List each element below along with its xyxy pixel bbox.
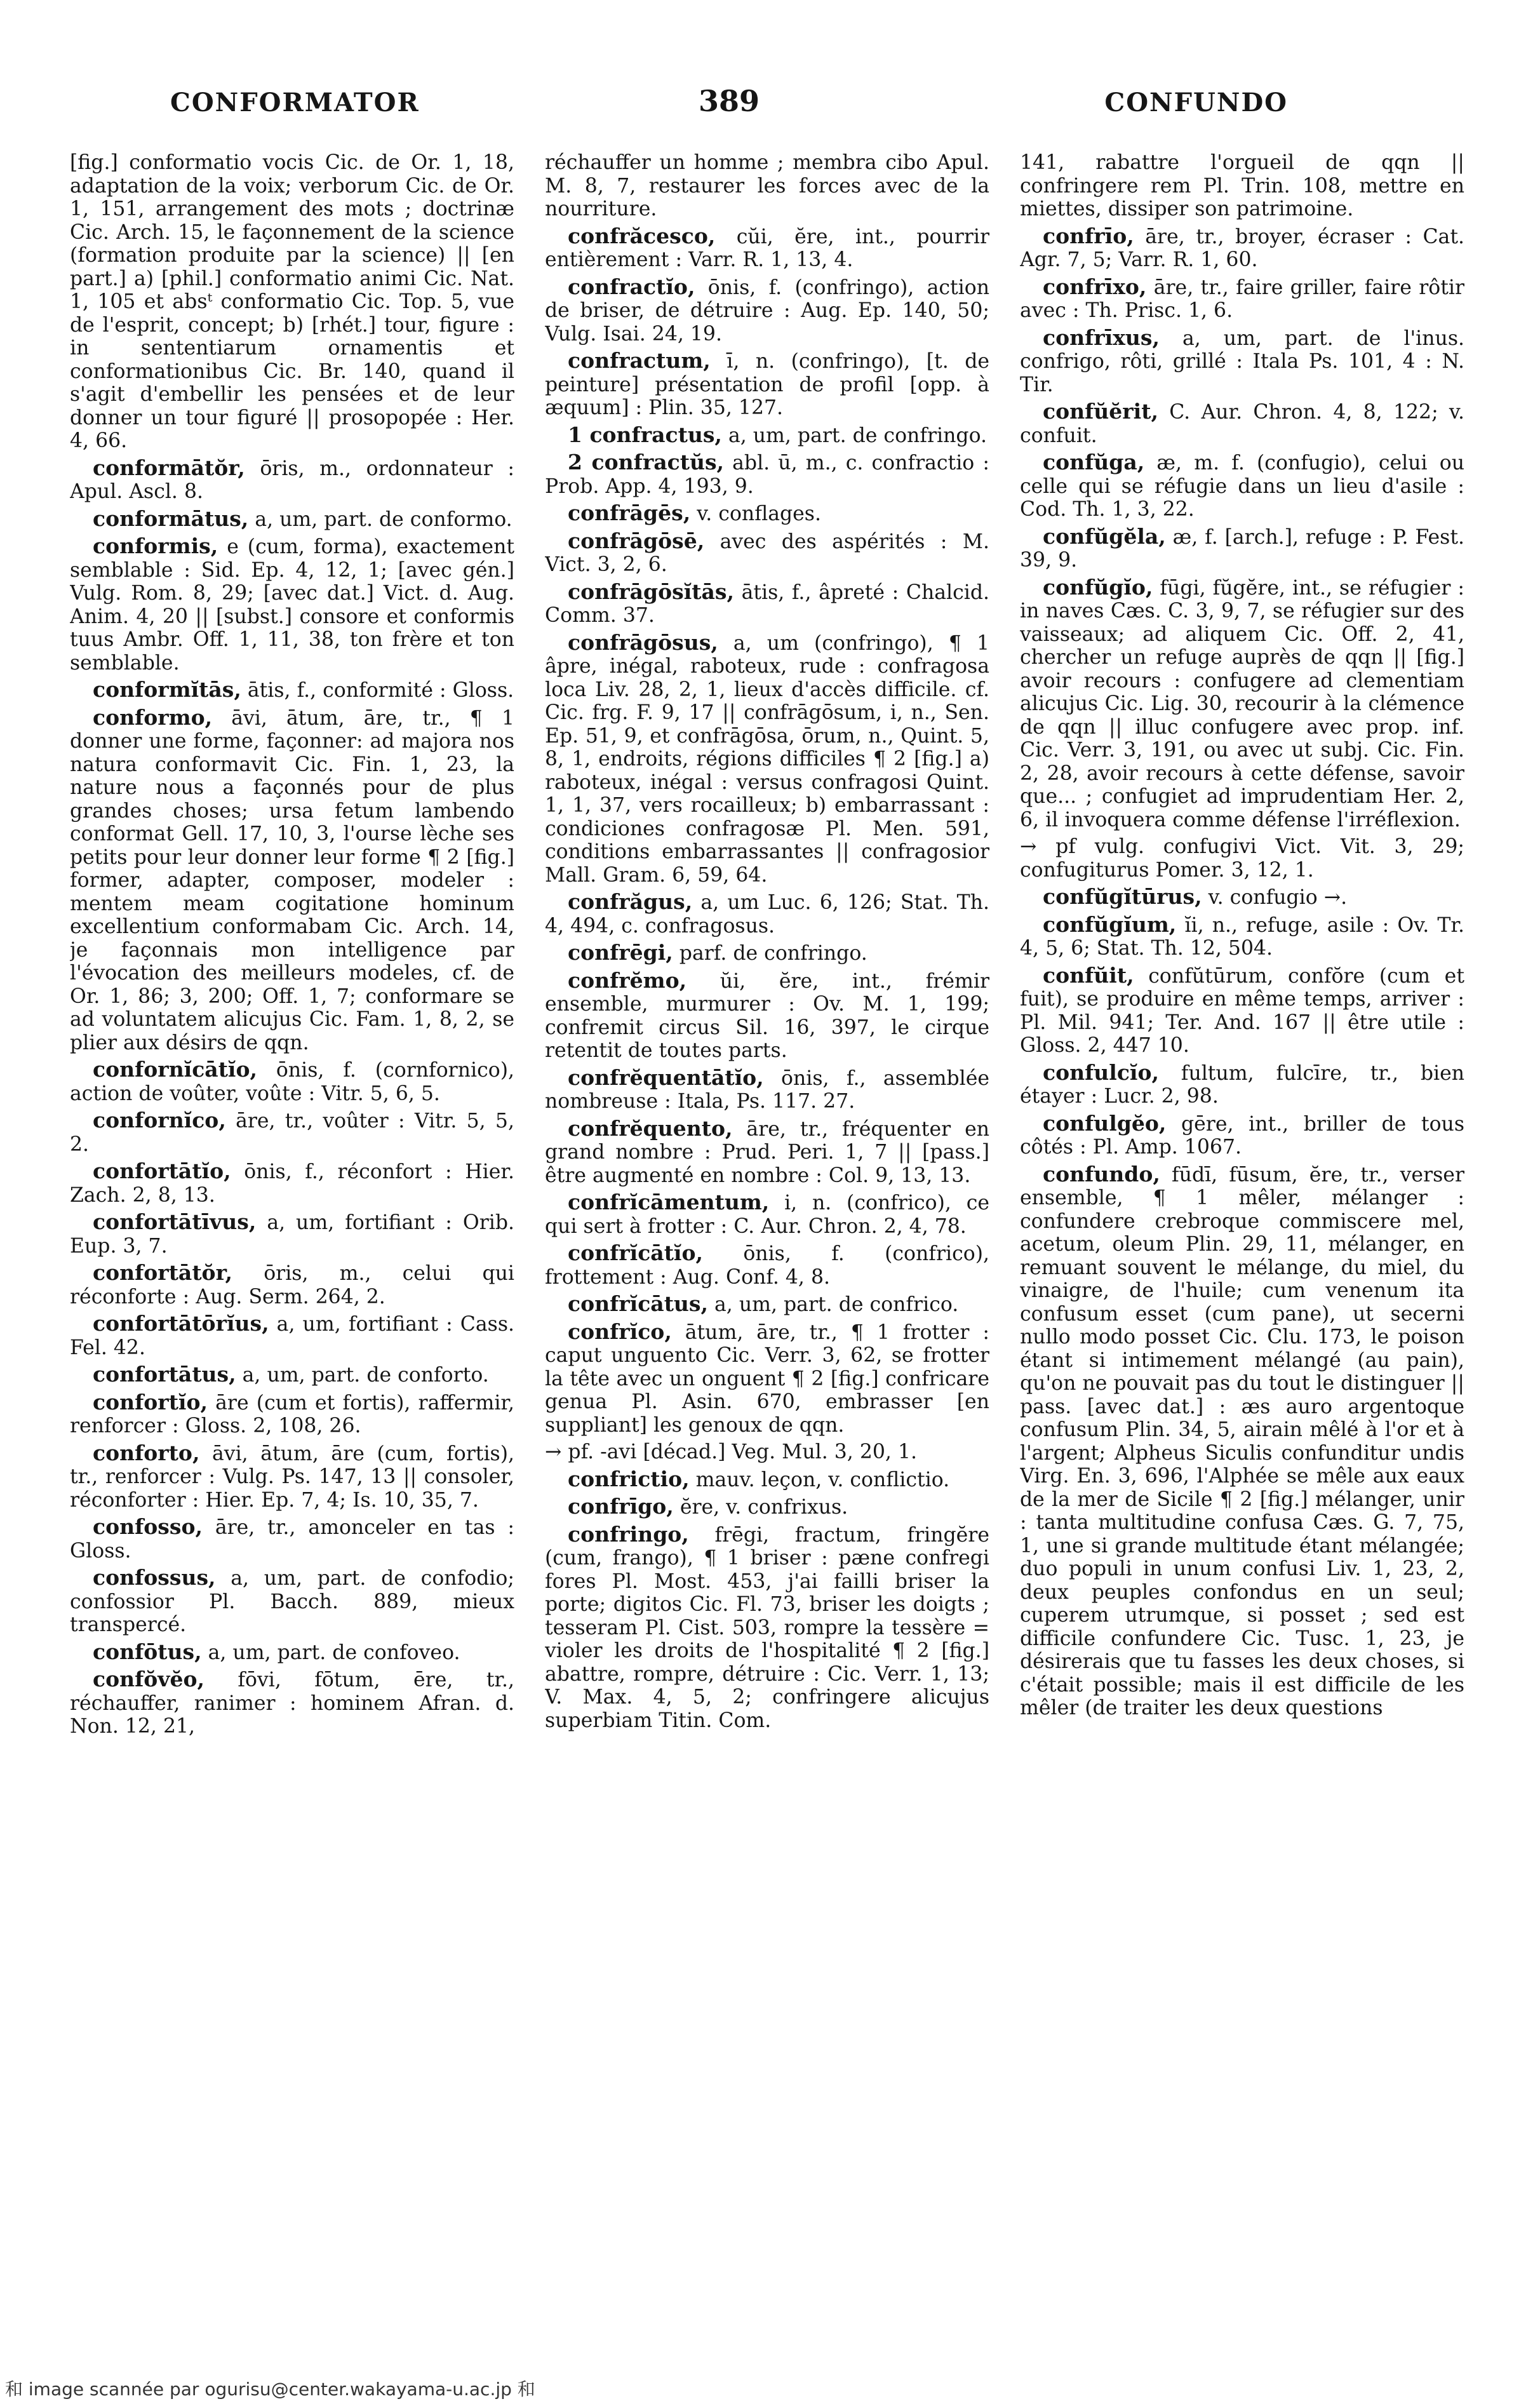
- dictionary-entry: [1020, 400, 1464, 447]
- entry-text: → pf vulg. confugivi Vict. Vit. 3, 29; confugiturus Pomer. 3, 12, 1.: [1020, 835, 1464, 882]
- entry-headword: confŭit,: [1043, 962, 1134, 988]
- dictionary-entry: [70, 1516, 514, 1563]
- dictionary-entry: [70, 1312, 514, 1359]
- dictionary-entry: [545, 451, 989, 498]
- dictionary-entry: [545, 631, 989, 887]
- entry-text: āvi, ātum, āre (cum, fortis), tr., renforcer : Vulg. Ps. 147, 13 || consoler, réconforter : Hier. Ep. 7, 4; Is. 10, 35, 7.: [70, 1442, 514, 1512]
- entry-headword: confrăgus,: [568, 889, 693, 914]
- entry-headword: confosso,: [93, 1514, 203, 1539]
- dictionary-entry: [545, 1495, 989, 1519]
- entry-text: āre (cum et fortis), raffermir, renforcer : Gloss. 2, 108, 26.: [70, 1391, 514, 1437]
- entry-text: āre, tr., amonceler en tas : Gloss.: [70, 1516, 514, 1563]
- entry-headword: confŭgĭum,: [1043, 911, 1177, 937]
- entry-text: ĭi, n., refuge, asile : Ov. Tr. 4, 5, 6; Stat. Th. 12, 504.: [1020, 913, 1464, 960]
- entry-text: fōvi, fōtum, ēre, tr., réchauffer, ranimer : hominem Afran. d. Non. 12, 21,: [70, 1669, 514, 1738]
- dictionary-entry: [545, 225, 989, 272]
- entry-text: ātis, f., âpreté : Chalcid. Comm. 37.: [545, 581, 989, 627]
- dictionary-entry: [545, 1441, 989, 1464]
- entry-headword: confrīxus,: [1043, 325, 1160, 350]
- entry-headword: confrĭcāmentum,: [568, 1190, 770, 1214]
- running-head-left: CONFORMATOR: [170, 88, 420, 118]
- dictionary-entry: [545, 1321, 989, 1437]
- entry-headword: conformis,: [93, 534, 218, 558]
- entry-headword: confornĭco,: [93, 1108, 226, 1132]
- entry-headword: conforto,: [93, 1440, 200, 1465]
- entry-headword: confrīo,: [1043, 223, 1134, 248]
- dictionary-entry: [545, 890, 989, 938]
- entry-text: confŭtūrum, confŏre (cum et fuit), se produire en même temps, arriver : Pl. Mil. 941; Ter. And. 167 || être utile : Gloss. 2, 447 10.: [1020, 964, 1464, 1057]
- entry-text: e (cum, forma), exactement semblable : Sid. Ep. 4, 12, 1; [avec gén.] Vulg. Rom. 8, 29; [avec dat.] Vict. d. Aug. Anim. 4, 20 || [subst.] consore et conformis tuus Ambr. Off. 1, 11, 38, ton frère et ton semblable.: [70, 535, 514, 675]
- entry-text: ŭi, ĕre, int., frémir ensemble, murmurer : Ov. M. 1, 199; confremit circus Sil. 16, 397, le cirque retentit de toutes parts.: [545, 969, 989, 1062]
- dictionary-entry: [70, 1363, 514, 1387]
- entry-text: abl. ū, m., c. confractio : Prob. App. 4, 193, 9.: [545, 452, 989, 498]
- column-1: [70, 151, 514, 2323]
- entry-headword: confōtus,: [93, 1639, 202, 1664]
- column-3: [1020, 151, 1464, 2323]
- entry-headword: confrāgēs,: [568, 501, 691, 525]
- dictionary-entry: [545, 1523, 989, 1733]
- entry-text: ōris, m., celui qui réconforte : Aug. Serm. 264, 2.: [70, 1262, 514, 1308]
- entry-headword: confractum,: [568, 348, 711, 373]
- entry-headword: confrīxo,: [1043, 274, 1147, 299]
- entry-text: mauv. leçon, v. conflictio.: [695, 1468, 950, 1491]
- dictionary-entry: [545, 969, 989, 1063]
- dictionary-entry: [545, 581, 989, 628]
- entry-headword: conformo,: [93, 704, 213, 730]
- entry-headword: confortātĭo,: [93, 1159, 231, 1183]
- entry-headword: 2 confractŭs,: [568, 450, 725, 474]
- entry-text: ōnis, f., réconfort : Hier. Zach. 2, 8, 13.: [70, 1160, 514, 1207]
- page-header: [170, 84, 1288, 132]
- entry-text: i, n. (confrico), ce qui sert à frotter : C. Aur. Chron. 2, 4, 78.: [545, 1192, 989, 1238]
- entry-headword: confŏvĕo,: [93, 1667, 204, 1691]
- dictionary-entry: [70, 1109, 514, 1156]
- dictionary-entry: [545, 1242, 989, 1289]
- dictionary-entry: [70, 1211, 514, 1258]
- entry-text: ĕre, v. confrixus.: [680, 1496, 848, 1519]
- dictionary-entry: [70, 507, 514, 532]
- entry-text: a, um, part. de conforto.: [242, 1364, 489, 1387]
- page-number: 389: [698, 84, 760, 118]
- dictionary-entry: [1020, 964, 1464, 1058]
- entry-text: gēre, int., briller de tous côtés : Pl. Amp. 1067.: [1020, 1112, 1464, 1159]
- dictionary-entry: [545, 941, 989, 965]
- entry-headword: confulcĭo,: [1043, 1059, 1159, 1085]
- entry-text: → pf. -avi [décad.] Veg. Mul. 3, 20, 1.: [545, 1441, 917, 1463]
- entry-text: āre, tr., broyer, écraser : Cat. Agr. 7, 5; Varr. R. 1, 60.: [1020, 225, 1464, 271]
- entry-text: æ, m. f. (confugio), celui ou celle qui se réfugie dans un lieu d'asile : Cod. Th. 1, 3, 22.: [1020, 452, 1464, 521]
- dictionary-entry: [545, 530, 989, 577]
- entry-headword: confornĭcātĭo,: [93, 1057, 257, 1082]
- dictionary-entry: [1020, 576, 1464, 832]
- entry-text: ātum, āre, tr., ¶ 1 frotter : caput unguento Cic. Verr. 3, 62, se frotter la tête avec un onguent ¶ 2 [fig.] confricare genua Pl. Asin. 670, embrasser [en suppliant] les genoux de qqn.: [545, 1321, 989, 1437]
- dictionary-entry: [70, 706, 514, 1055]
- entry-text: āre, tr., fréquenter en grand nombre : Prud. Peri. 1, 7 || [pass.] être augmenté en nombre : Col. 9, 13, 13.: [545, 1117, 989, 1187]
- entry-text: réchauffer un homme ; membra cibo Apul. M. 8, 7, restaurer les forces avec de la nourriture.: [545, 151, 989, 220]
- dictionary-entry: [1020, 326, 1464, 397]
- entry-text: ōris, m., ordonnateur : Apul. Ascl. 8.: [70, 457, 514, 503]
- entry-headword: conformātŏr,: [93, 455, 245, 480]
- column-2: [545, 151, 989, 2323]
- entry-text: v. conflages.: [697, 502, 821, 525]
- entry-text: a, um, part. de confoveo.: [208, 1641, 460, 1664]
- dictionary-entry: [1020, 885, 1464, 910]
- entry-text: fultum, fulcīre, tr., bien étayer : Lucr. 2, 98.: [1020, 1061, 1464, 1108]
- entry-headword: confulgĕo,: [1043, 1110, 1167, 1136]
- dictionary-entry: [545, 1191, 989, 1238]
- entry-headword: confortātus,: [93, 1362, 236, 1387]
- entry-headword: confundo,: [1043, 1161, 1160, 1186]
- dictionary-entry: [1020, 276, 1464, 323]
- entry-text: a, um (confringo), ¶ 1 âpre, inégal, raboteux, rude : confragosa loca Liv. 28, 2, 1, lieux d'accès difficile. cf. Cic. frg. F. 9, 17 || confrāgōsum, i, n., Sen. Ep. 51, 9, et confrāgōsa, ōrum, n., Quint. 5, 8, 1, endroits, régions difficiles ¶ 2 [fig.] a) raboteux, inégal : versus confragosi Quint. 1, 1, 37, vers rocailleux; b) embarrassant : condiciones confragosæ Pl. Men. 591, conditions embarrassantes || confragosior Mall. Gram. 6, 59, 64.: [545, 631, 989, 887]
- entry-text: ōnis, f. (confringo), action de briser, de détruire : Aug. Ep. 140, 50; Vulg. Isai. 24, 19.: [545, 276, 989, 346]
- entry-text: a, um, fortifiant : Orib. Eup. 3, 7.: [70, 1211, 514, 1258]
- dictionary-entry: [545, 424, 989, 448]
- entry-text: a, um, fortifiant : Cass. Fel. 42.: [70, 1313, 514, 1359]
- dictionary-entry: [545, 502, 989, 526]
- entry-headword: confrĕmo,: [568, 967, 687, 993]
- entry-text: frēgi, fractum, fringĕre (cum, frango), ¶ 1 briser : pæne confregi fores Pl. Most. 453, j'ai failli briser la porte; digitos Cic. Fl. 73, briser les doigts ; tesseram Pl. Cist. 503, rompre la tessère = violer les droits de l'hospitalité ¶ 2 [fig.] abattre, rompre, détruire : Cic. Verr. 1, 13; V. Max. 4, 5, 2; confringere alicujus superbiam Titin. Com.: [545, 1523, 989, 1732]
- entry-headword: 1 confractus,: [568, 422, 722, 447]
- entry-text: ōnis, f. (cornfornico), action de voûter, voûte : Vitr. 5, 6, 5.: [70, 1059, 514, 1105]
- dictionary-entry: [545, 151, 989, 221]
- entry-headword: confortĭo,: [93, 1389, 208, 1415]
- entry-text: āre, tr., voûter : Vitr. 5, 5, 2.: [70, 1110, 514, 1156]
- entry-text: a, um, part. de confrico.: [714, 1293, 959, 1316]
- entry-text: āre, tr., faire griller, faire rôtir avec : Th. Prisc. 1, 6.: [1020, 276, 1464, 322]
- dictionary-entry: [1020, 1112, 1464, 1159]
- entry-headword: confrīgo,: [568, 1494, 674, 1519]
- entry-headword: confŭgĕla,: [1043, 523, 1166, 549]
- dictionary-entry: [70, 1641, 514, 1665]
- entry-headword: confrictio,: [568, 1466, 690, 1491]
- entry-text: parf. de confringo.: [679, 942, 867, 965]
- dictionary-entry: [1020, 151, 1464, 221]
- entry-text: C. Aur. Chron. 4, 8, 122; v. confuit.: [1020, 401, 1464, 447]
- entry-text: a, um Luc. 6, 126; Stat. Th. 4, 494, c. confragosus.: [545, 891, 989, 938]
- entry-text: fūgi, fŭgĕre, int., se réfugier : in naves Cæs. C. 3, 9, 7, se réfugier sur des vaisseaux; ad aliquem Cic. Off. 2, 41, chercher un refuge auprès de qqn || [fig.] avoir recours : confugere ad clementiam alicujus Cic. Lig. 30, recourir à la clémence de qqn || illuc confugere avec prop. inf. Cic. Verr. 3, 191, ou avec ut subj. Cic. Fin. 2, 28, avoir recours à cette défense, savoir que... ; confugiet ad imprudentiam Her. 2, 6, il invoquera comme défense l'irréflexion.: [1020, 576, 1464, 831]
- running-head-right: CONFUNDO: [1104, 88, 1288, 118]
- entry-headword: confrāgōsē,: [568, 528, 705, 553]
- entry-text: ōnis, f. (confrico), frottement : Aug. Conf. 4, 8.: [545, 1242, 989, 1289]
- dictionary-entry: [545, 349, 989, 420]
- entry-headword: confractĭo,: [568, 274, 695, 299]
- dictionary-entry: [70, 1160, 514, 1207]
- dictionary-entry: [545, 1066, 989, 1113]
- dictionary-entry: [70, 1668, 514, 1738]
- entry-text: 141, rabattre l'orgueil de qqn || confringere rem Pl. Trin. 108, mettre en miettes, dissiper son patrimoine.: [1020, 151, 1464, 220]
- entry-headword: confringo,: [568, 1521, 689, 1547]
- dictionary-entry: [1020, 835, 1464, 882]
- dictionary-entry: [545, 1117, 989, 1188]
- dictionary-entry: [1020, 1163, 1464, 1720]
- entry-text: ātis, f., conformité : Gloss.: [247, 679, 514, 702]
- entry-headword: confrāgōsĭtās,: [568, 579, 734, 604]
- entry-text: cŭi, ĕre, int., pourrir entièrement : Varr. R. 1, 13, 4.: [545, 225, 989, 271]
- entry-headword: confrāgōsus,: [568, 629, 718, 655]
- dictionary-entry: [70, 151, 514, 453]
- entry-headword: confossus,: [93, 1565, 216, 1590]
- entry-text: fūdī, fūsum, ĕre, tr., verser ensemble, ¶ 1 mêler, mélanger : confundere crebroque commiscere mel, acetum, oleum Plin. 29, 11, mélanger, en remuant souvent le mélange, du miel, du vinaigre, de l'huile; cum venenum ita confusum esset (cum pane), ut secerni nullo modo posset Cic. Clu. 173, le poison étant si intimement mélangé (au pain), qu'on ne pouvait pas du tout le distinguer || pass. [avec dat.] : æs auro argentoque confusum Plin. 34, 5, airain mêlé à l'or et à l'argent; Alpheus Siculis confunditur undis Virg. En. 3, 696, l'Alphée se mêle aux eaux de la mer de Sicile ¶ 2 [fig.] mélanger, unir : tanta multitudine confusa Cæs. G. 7, 75, 1, une si grande multitude étant mélangée; duo populi in unum confusi Liv. 1, 23, 2, deux peuples confondus en un seul; cuperem utrumque, si posset ; sed est difficile confundere Cic. Tusc. 1, 23, je désirerais que tu fasses les deux choses, si c'était possible; mais il est difficile de les mêler (de traiter les deux questions: [1020, 1163, 1464, 1719]
- entry-text: [fig.] conformatio vocis Cic. de Or. 1, 18, adaptation de la voix; verborum Cic. de Or. 1, 151, arrangement des mots ; doctrinæ Cic. Arch. 15, le façonnement de la science (formation produite par la science) || [en part.] a) [phil.] conformatio animi Cic. Nat. 1, 105 et absᵗ conformatio Cic. Top. 5, vue de l'esprit, concept; b) [rhét.] tour, figure : in sententiarum ornamentis et conformationibus Cic. Br. 140, quand il s'agit d'embellir les pensées et de leur donner un tour figuré || prosopopée : Her. 4, 66.: [70, 151, 514, 452]
- entry-text: a, um, part. de l'inus. confrigo, rôti, grillé : Itala Ps. 101, 4 : N. Tir.: [1020, 326, 1464, 396]
- dictionary-entry: [70, 1058, 514, 1105]
- entry-text: a, um, part. de confringo.: [728, 424, 987, 447]
- dictionary-entry: [545, 1468, 989, 1492]
- entry-headword: confŭgĭtūrus,: [1043, 884, 1202, 909]
- entry-headword: confrăcesco,: [568, 223, 716, 248]
- entry-headword: confortātŏr,: [93, 1260, 233, 1285]
- entry-headword: confrĭcātus,: [568, 1291, 708, 1316]
- entry-text: ī, n. (confringo), [t. de peinture] présentation de profil [opp. à æquum] : Plin. 35, 127.: [545, 350, 989, 419]
- dictionary-entry: [70, 1261, 514, 1308]
- entry-text: v. confugio →.: [1208, 886, 1348, 909]
- dictionary-entry: [1020, 913, 1464, 960]
- entry-headword: confŭĕrit,: [1043, 399, 1158, 424]
- entry-headword: confrĕquento,: [568, 1115, 733, 1141]
- entry-headword: confrĭco,: [568, 1319, 672, 1344]
- dictionary-entry: [70, 678, 514, 702]
- dictionary-entry: [1020, 1061, 1464, 1108]
- entry-headword: confortātōrĭus,: [93, 1311, 269, 1336]
- dictionary-entry: [1020, 451, 1464, 521]
- entry-text: æ, f. [arch.], refuge : P. Fest. 39, 9.: [1020, 525, 1464, 572]
- entry-text: āvi, ātum, āre, tr., ¶ 1 donner une forme, façonner: ad majora nos natura conformavit Cic. Fin. 1, 23, la nature nous a façonnés pour de plus grandes choses; ursa fetum lambendo conformat Gell. 17, 10, 3, l'ourse lèche ses petits pour leur donner leur forme ¶ 2 [fig.] former, adapter, composer, modeler : mentem meam cogitatione hominum excellentium conformabam Cic. Arch. 14, je façonnais mon intelligence par l'évocation des meilleurs modeles, cf. de Or. 1, 86; 3, 200; Off. 1, 7; conformare se ad voluntatem alicujus Cic. Fam. 1, 8, 2, se plier aux désirs de qqn.: [70, 706, 514, 1054]
- dictionary-entry: [545, 1293, 989, 1317]
- entry-text: a, um, part. de conformo.: [255, 507, 512, 531]
- entry-headword: confŭga,: [1043, 450, 1145, 474]
- entry-text: ōnis, f., assemblée nombreuse : Itala, Ps. 117. 27.: [545, 1066, 989, 1113]
- entry-text: a, um, part. de confodio; confossior Pl. Bacch. 889, mieux transpercé.: [70, 1567, 514, 1636]
- dictionary-entry: [70, 535, 514, 675]
- dictionary-entry: [70, 1442, 514, 1512]
- entry-headword: confrĭcātĭo,: [568, 1240, 703, 1265]
- entry-headword: confŭgĭo,: [1043, 574, 1153, 600]
- entry-text: avec des aspérités : M. Vict. 3, 2, 6.: [545, 530, 989, 576]
- entry-headword: conformĭtās,: [93, 677, 241, 702]
- dictionary-entry: [1020, 225, 1464, 272]
- entry-headword: confortātīvus,: [93, 1209, 257, 1234]
- dictionary-entry: [70, 457, 514, 504]
- dictionary-entry: [70, 1566, 514, 1637]
- dictionary-entry: [1020, 525, 1464, 572]
- dictionary-entry: [70, 1391, 514, 1438]
- entry-headword: conformātus,: [93, 506, 249, 531]
- dictionary-entry: [545, 276, 989, 346]
- entry-headword: confrĕquentātĭo,: [568, 1065, 764, 1090]
- dictionary-columns: [70, 151, 1473, 2330]
- scan-credit: 和 image scannée par ogurisu@center.wakayama-u.ac.jp 和: [5, 2379, 535, 2400]
- entry-headword: confrēgi,: [568, 940, 673, 965]
